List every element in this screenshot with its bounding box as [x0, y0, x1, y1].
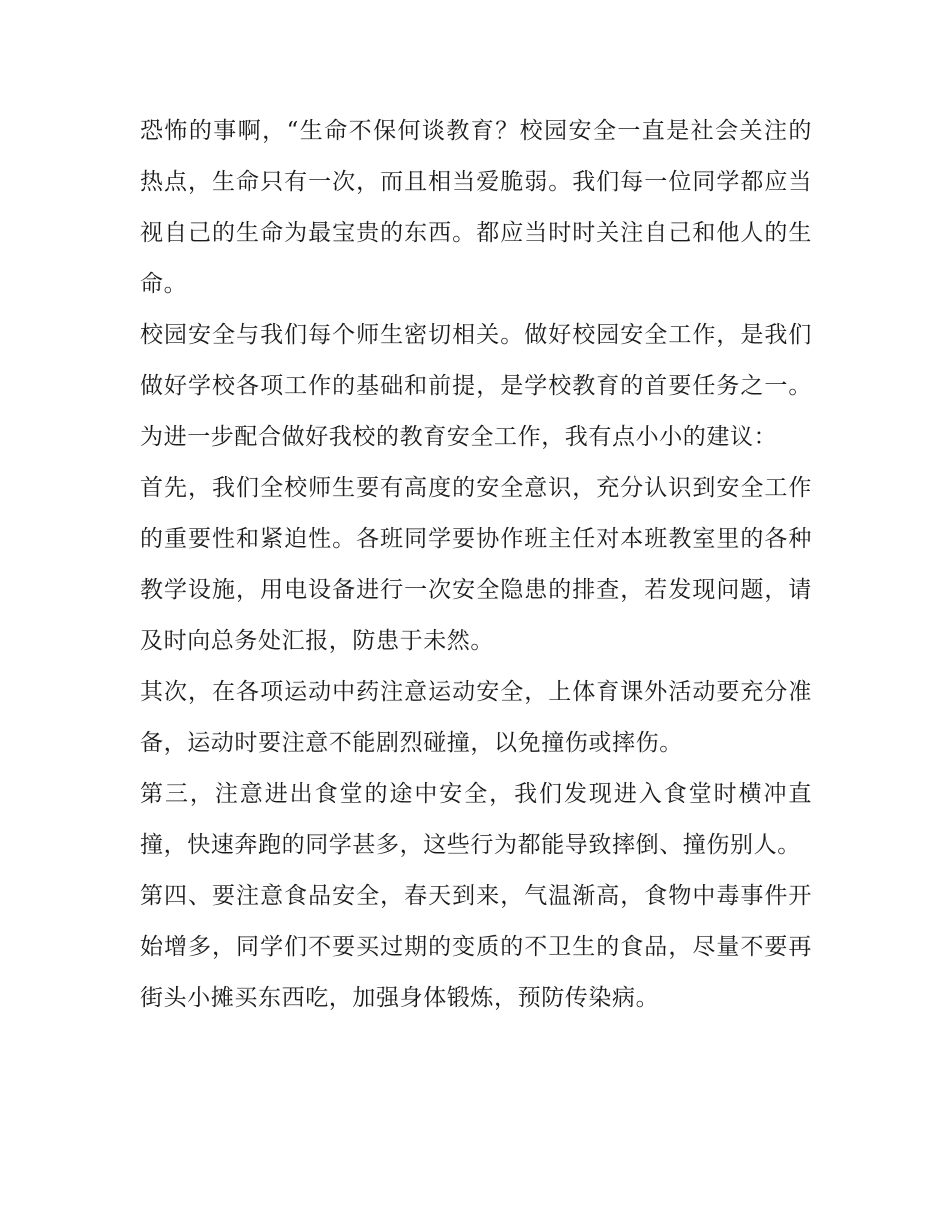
paragraph-campus-safety: 校园安全与我们每个师生密切相关。做好校园安全工作，是我们做好学校各项工作的基础和前提，是学校教育的首要任务之一。为进一步配合做好我校的教育安全工作，我有点小小的建议： [140, 322, 812, 450]
paragraph-intro: 恐怖的事啊，“生命不保何谈教育？校园安全一直是社会关注的热点，生命只有一次，而且相当爱脆弱。我们每一位同学都应当视自己的生命为最宝贵的东西。都应当时时关注自己和他人的生命。 [140, 118, 812, 297]
paragraph-second-point: 其次，在各项运动中药注意运动安全，上体育课外活动要充分准备，运动时要注意不能剧烈碰撞，以免撞伤或摔伤。 [140, 679, 812, 756]
paragraph-first-point: 首先，我们全校师生要有高度的安全意识，充分认识到安全工作的重要性和紧迫性。各班同学要协作班主任对本班教室里的各种教学设施，用电设备进行一次安全隐患的排查，若发现问题，请及时向总务处汇报，防患于未然。 [140, 475, 812, 654]
paragraph-third-point: 第三，注意进出食堂的途中安全，我们发现进入食堂时横冲直撞，快速奔跑的同学甚多，这些行为都能导致摔倒、撞伤别人。 [140, 781, 812, 858]
document-body [140, 106, 812, 1024]
paragraph-fourth-point: 第四、要注意食品安全，春天到来，气温渐高，食物中毒事件开始增多，同学们不要买过期的变质的不卫生的食品，尽量不要再街头小摊买东西吃，加强身体锻炼，预防传染病。 [140, 883, 812, 1011]
